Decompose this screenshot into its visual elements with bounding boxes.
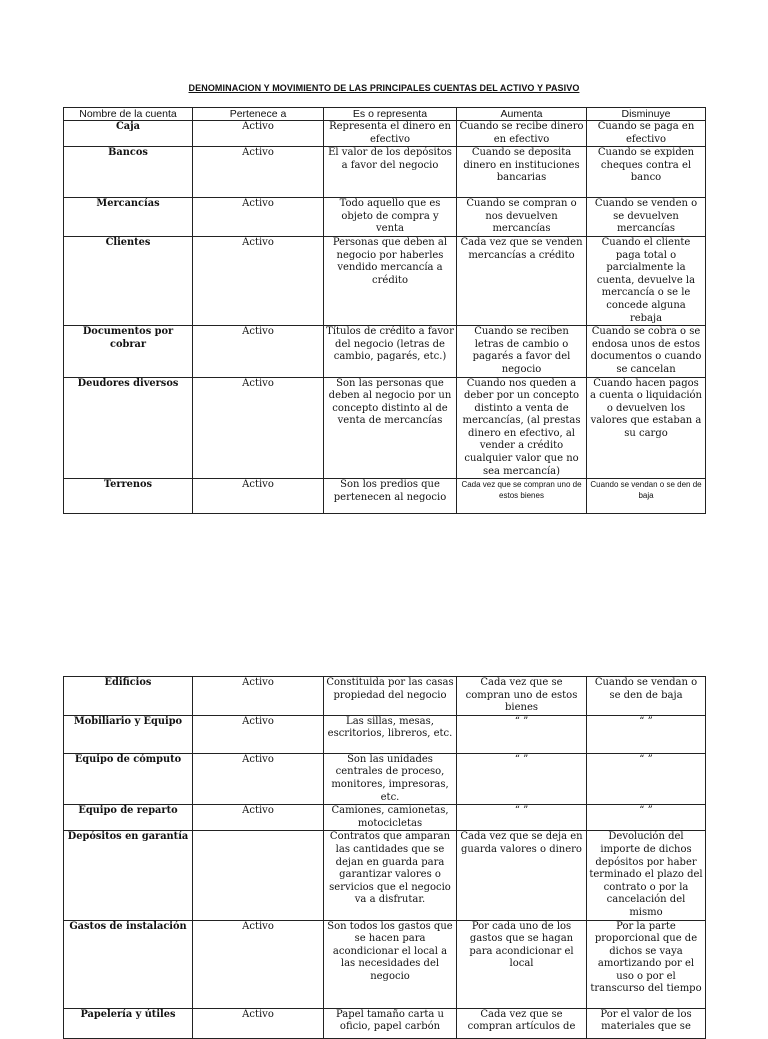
cell-account-name: Bancos <box>64 147 193 198</box>
cell-belongs-to: Activo <box>193 147 324 198</box>
cell-increases: Cuando nos queden a deber por un concepto distinto a venta de mercancías, (al prestas dinero en efectivo, al vender a crédito cualquier valor que no sea mercancía) <box>457 377 587 479</box>
cell-represents: Papel tamaño carta u oficio, papel carbón <box>324 1008 457 1038</box>
cell-increases: Cada vez que se venden mercancías a crédito <box>457 236 587 325</box>
cell-account-name: Mobiliario y Equipo <box>64 715 193 753</box>
table-row <box>64 1008 706 1038</box>
cell-decreases: Cuando se venden o se devuelven mercancías <box>587 198 706 237</box>
cell-account-name: Gastos de instalación <box>64 920 193 1008</box>
cell-account-name: Equipo de reparto <box>64 805 193 831</box>
accounts-table-2 <box>63 676 706 1039</box>
cell-account-name: Papelería y útiles <box>64 1008 193 1038</box>
cell-belongs-to: Activo <box>193 1008 324 1038</box>
cell-account-name: Documentos por cobrar <box>64 326 193 377</box>
cell-represents: Constituida por las casas propiedad del negocio <box>324 677 457 716</box>
cell-belongs-to: Activo <box>193 326 324 377</box>
header-account-name: Nombre de la cuenta <box>64 108 193 121</box>
table-row <box>64 753 706 804</box>
header-belongs-to: Pertenece a <box>193 108 324 121</box>
cell-decreases: Por el valor de los materiales que se <box>587 1008 706 1038</box>
cell-represents: Son las unidades centrales de proceso, monitores, impresoras, etc. <box>324 753 457 804</box>
cell-represents: Contratos que amparan las cantidades que se dejan en guarda para garantizar valores o servicios que el negocio va a disfrutar. <box>324 831 457 920</box>
document-title: DENOMINACION Y MOVIMIENTO DE LAS PRINCIPALES CUENTAS DEL ACTIVO Y PASIVO <box>188 83 580 93</box>
cell-belongs-to: Activo <box>193 377 324 479</box>
cell-represents: Títulos de crédito a favor del negocio (letras de cambio, pagarés, etc.) <box>324 326 457 377</box>
cell-represents: Personas que deben al negocio por haberles vendido mercancía a crédito <box>324 236 457 325</box>
cell-belongs-to <box>193 831 324 920</box>
table-row <box>64 920 706 1008</box>
cell-represents: Son todos los gastos que se hacen para acondicionar el local a las necesidades del negocio <box>324 920 457 1008</box>
table-row <box>64 121 706 147</box>
cell-belongs-to: Activo <box>193 198 324 237</box>
cell-account-name: Mercancías <box>64 198 193 237</box>
cell-increases: “ ” <box>457 753 587 804</box>
table-2-body <box>64 677 706 1039</box>
cell-account-name: Equipo de cómputo <box>64 753 193 804</box>
cell-represents: Son las personas que deben al negocio por un concepto distinto al de venta de mercancías <box>324 377 457 479</box>
cell-account-name: Deudores diversos <box>64 377 193 479</box>
cell-account-name: Edificios <box>64 677 193 716</box>
cell-increases: Cada vez que se compran uno de estos bienes <box>457 479 587 514</box>
cell-belongs-to: Activo <box>193 236 324 325</box>
cell-decreases: Cuando el cliente paga total o parcialmente la cuenta, devuelve la mercancía o se le concede alguna rebaja <box>587 236 706 325</box>
cell-increases: Cada vez que se compran uno de estos bienes <box>457 677 587 716</box>
cell-increases: Cuando se recibe dinero en efectivo <box>457 121 587 147</box>
cell-represents: Representa el dinero en efectivo <box>324 121 457 147</box>
cell-decreases: Devolución del importe de dichos depósitos por haber terminado el plazo del contrato o por la cancelación del mismo <box>587 831 706 920</box>
cell-decreases: Cuando se vendan o se den de baja <box>587 479 706 514</box>
cell-belongs-to: Activo <box>193 479 324 514</box>
cell-account-name: Terrenos <box>64 479 193 514</box>
cell-increases: “ ” <box>457 805 587 831</box>
table-row <box>64 198 706 237</box>
cell-increases: Cuando se deposita dinero en instituciones bancarias <box>457 147 587 198</box>
cell-increases: “ ” <box>457 715 587 753</box>
table-row <box>64 479 706 514</box>
cell-belongs-to: Activo <box>193 121 324 147</box>
accounts-table-1 <box>63 107 706 514</box>
cell-decreases: Cuando se vendan o se den de baja <box>587 677 706 716</box>
table-row <box>64 831 706 920</box>
cell-represents: El valor de los depósitos a favor del negocio <box>324 147 457 198</box>
cell-represents: Las sillas, mesas, escritorios, libreros, etc. <box>324 715 457 753</box>
table-row <box>64 805 706 831</box>
cell-decreases: Por la parte proporcional que de dichos se vaya amortizando por el uso o por el transcurso del tiempo <box>587 920 706 1008</box>
cell-belongs-to: Activo <box>193 920 324 1008</box>
cell-increases: Por cada uno de los gastos que se hagan para acondicionar el local <box>457 920 587 1008</box>
cell-represents: Son los predios que pertenecen al negocio <box>324 479 457 514</box>
cell-decreases: Cuando se cobra o se endosa unos de estos documentos o cuando se cancelan <box>587 326 706 377</box>
table-1-body <box>64 121 706 514</box>
cell-decreases: Cuando se expiden cheques contra el banco <box>587 147 706 198</box>
cell-decreases: Cuando hacen pagos a cuenta o liquidación o devuelven los valores que estaban a su cargo <box>587 377 706 479</box>
table-row <box>64 236 706 325</box>
cell-decreases: Cuando se paga en efectivo <box>587 121 706 147</box>
cell-account-name: Depósitos en garantía <box>64 831 193 920</box>
table-row <box>64 677 706 716</box>
header-increases: Aumenta <box>457 108 587 121</box>
cell-account-name: Caja <box>64 121 193 147</box>
table-row <box>64 377 706 479</box>
cell-belongs-to: Activo <box>193 715 324 753</box>
cell-increases: Cuando se reciben letras de cambio o pagarés a favor del negocio <box>457 326 587 377</box>
table-header-row <box>64 108 706 121</box>
cell-decreases: “ ” <box>587 753 706 804</box>
cell-represents: Todo aquello que es objeto de compra y venta <box>324 198 457 237</box>
cell-decreases: “ ” <box>587 715 706 753</box>
cell-belongs-to: Activo <box>193 753 324 804</box>
cell-belongs-to: Activo <box>193 677 324 716</box>
cell-represents: Camiones, camionetas, motocicletas <box>324 805 457 831</box>
cell-increases: Cuando se compran o nos devuelven mercancías <box>457 198 587 237</box>
header-represents: Es o representa <box>324 108 457 121</box>
cell-increases: Cada vez que se deja en guarda valores o dinero <box>457 831 587 920</box>
table-row <box>64 326 706 377</box>
cell-decreases: “ ” <box>587 805 706 831</box>
cell-account-name: Clientes <box>64 236 193 325</box>
cell-belongs-to: Activo <box>193 805 324 831</box>
table-row <box>64 147 706 198</box>
table-row <box>64 715 706 753</box>
header-decreases: Disminuye <box>587 108 706 121</box>
cell-increases: Cada vez que se compran artículos de <box>457 1008 587 1038</box>
